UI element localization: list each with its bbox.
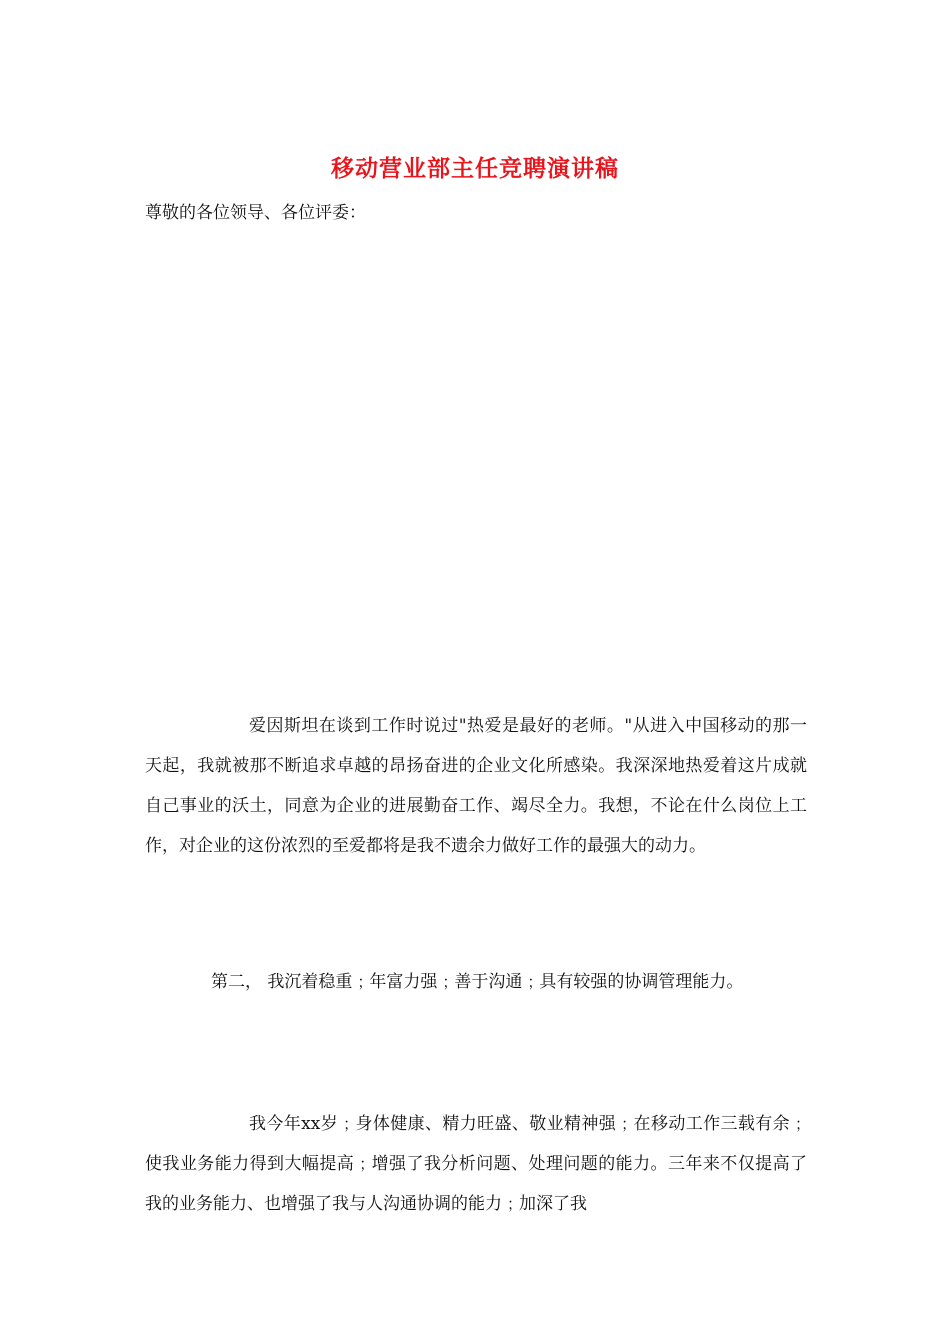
paragraph-experience: 我今年xx岁﹔身体健康、精力旺盛、敬业精神强﹔在移动工作三载有余﹔使我业务能力得到大幅提高﹔增强了我分析问题、处理问题的能力。三年来不仅提高了我的业务能力、也增强了我与人沟通协调的能力﹔加深了我 xyxy=(145,1114,807,1214)
paragraph-passion: 爱因斯坦在谈到工作时说过"热爱是最好的老师。"从进入中国移动的那一天起，我就被那不断追求卓越的昂扬奋进的企业文化所感染。我深深地热爱着这片成就自己事业的沃土，同意为企业的进展勤奋工作、竭尽全力。我想，不论在什么岗位上工作，对企业的这份浓烈的至爱都将是我不遗余力做好工作的最强大的动力。 xyxy=(145,716,807,856)
document-title: 移动营业部主任竞聘演讲稿 xyxy=(331,155,619,182)
paragraph-second-point: 第二， 我沉着稳重﹔年富力强﹔善于沟通﹔具有较强的协调管理能力。 xyxy=(211,972,744,992)
salutation: 尊敬的各位领导、各位评委： xyxy=(145,203,366,223)
